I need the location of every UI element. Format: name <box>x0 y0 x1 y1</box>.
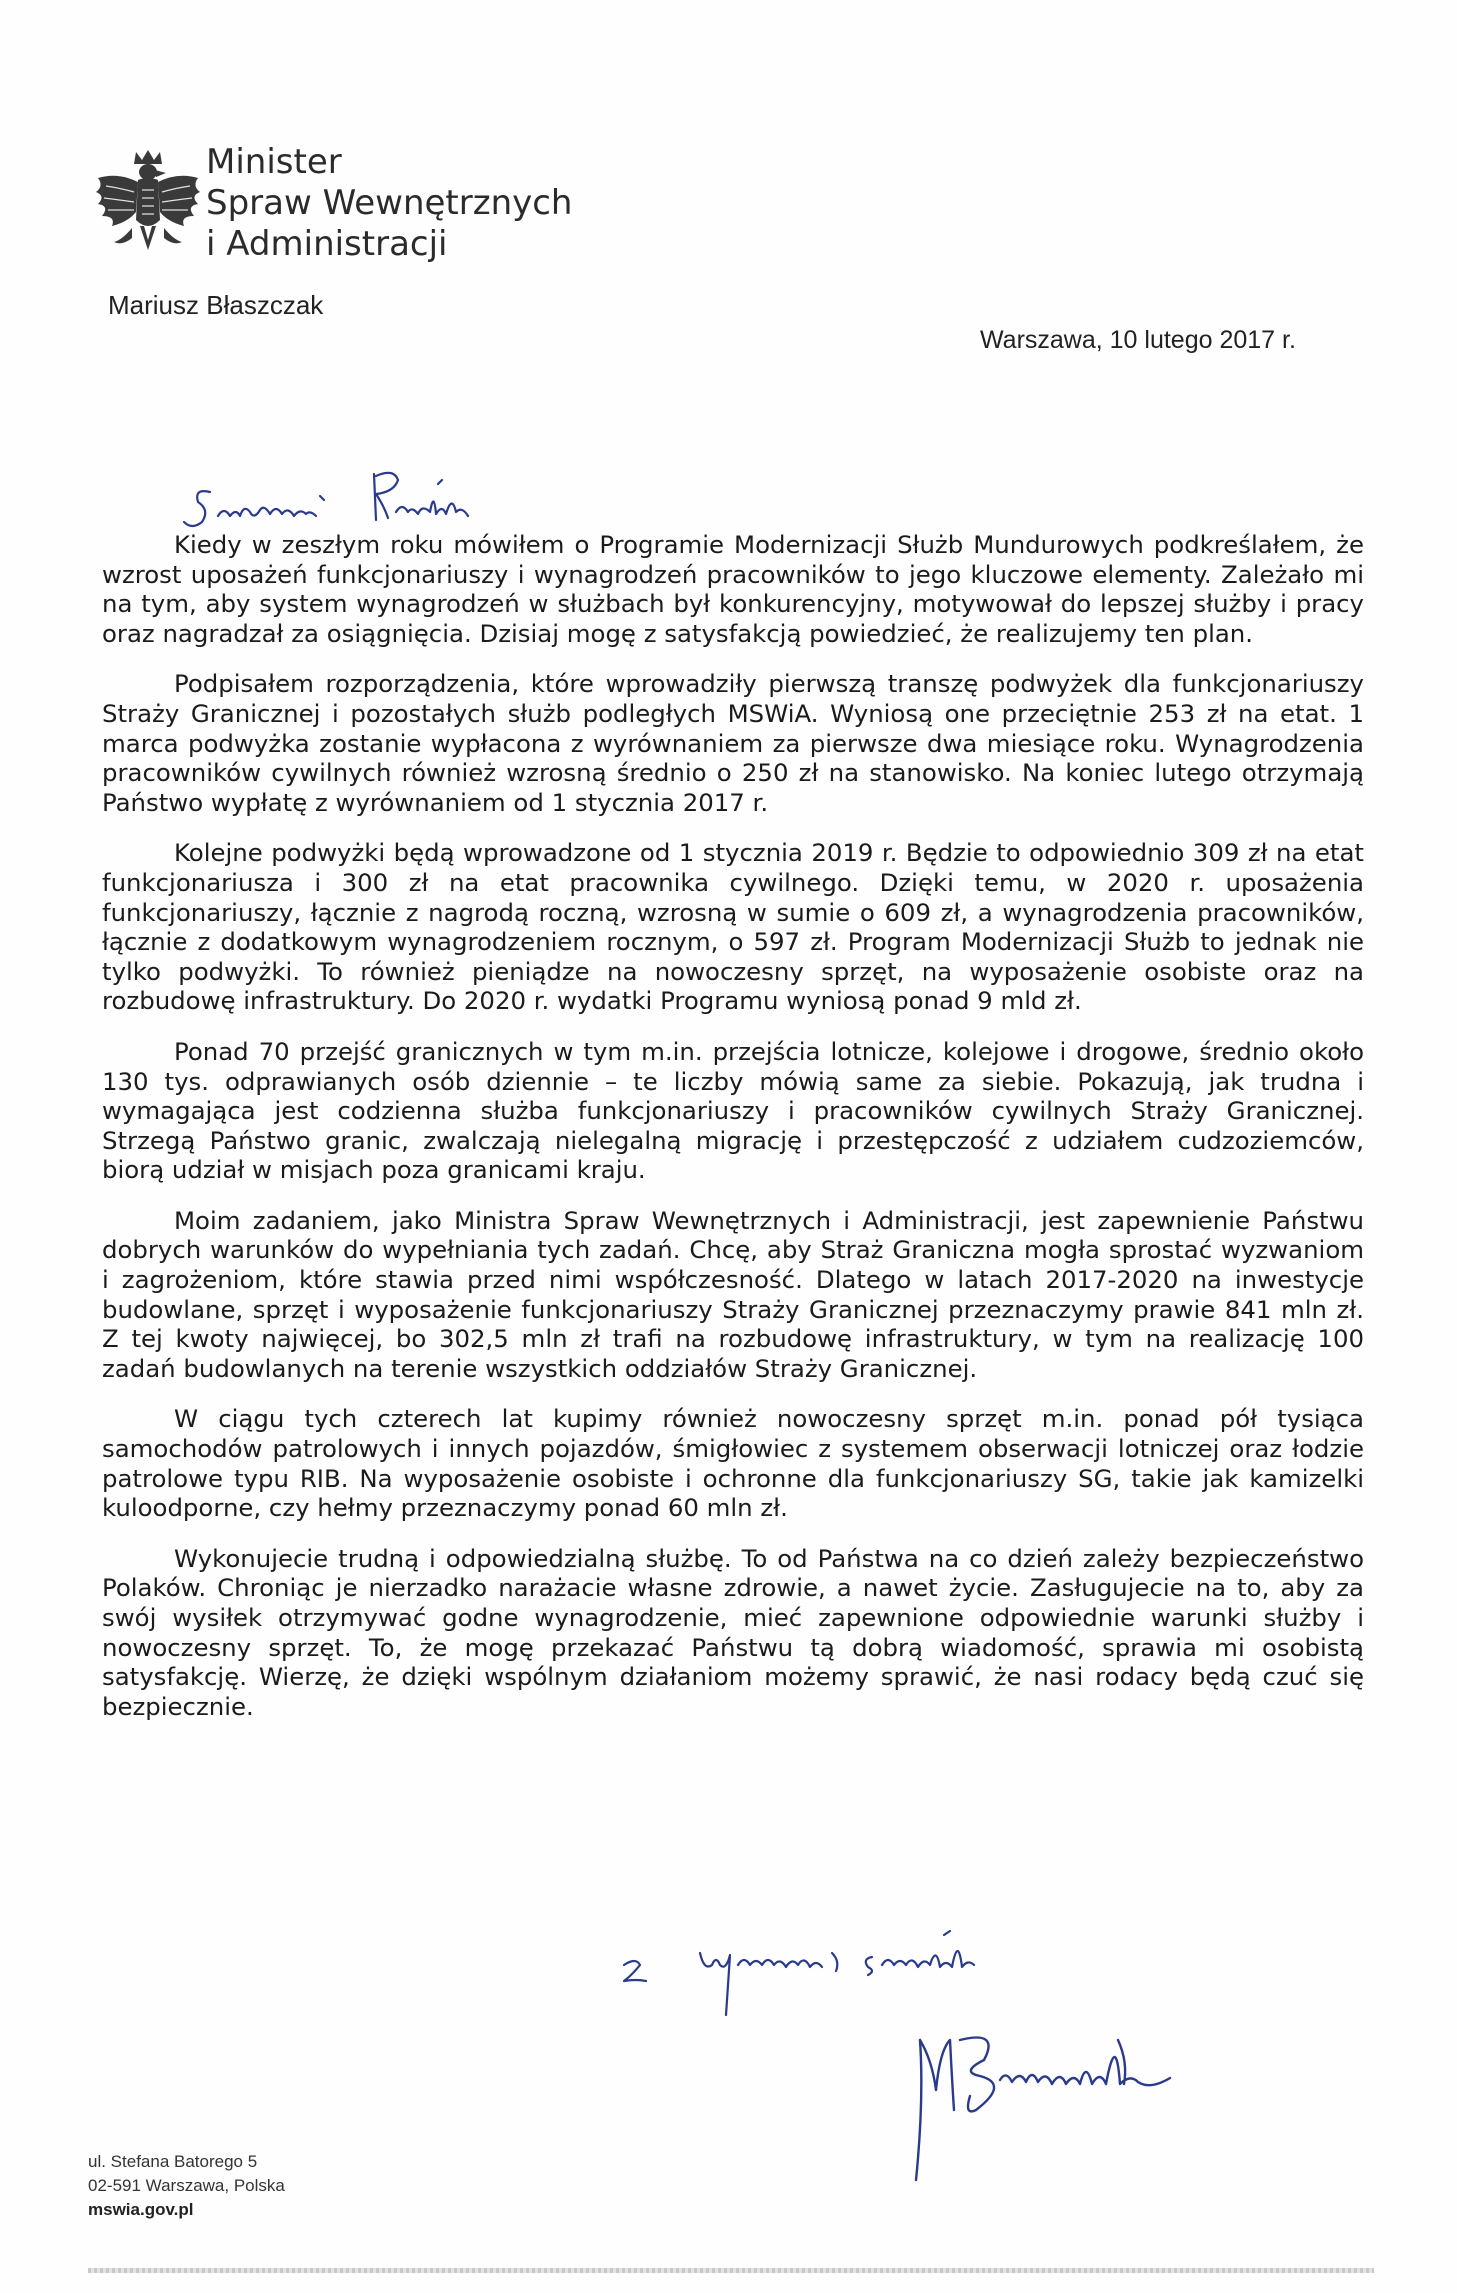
letter-date: Warszawa, 10 lutego 2017 r. <box>980 326 1296 354</box>
body-paragraph: Kiedy w zeszłym roku mówiłem o Programie Modernizacji Służb Mundurowych podkreślałem, że wzrost uposażeń funkcjonariuszy i wynagrodzeń pracowników to jego kluczowe elementy. Zależało mi na tym, aby system wynagrodzeń w służbach był konkurencyjny, motywował do lepszej służby i pracy oraz nagradzał za osiągnięcia. Dzisiaj mogę z satysfakcją powiedzieć, że realizujemy ten plan. <box>102 530 1364 648</box>
address-street: ul. Stefana Batorego 5 <box>88 2152 258 2171</box>
letter-body <box>102 530 1364 1742</box>
body-paragraph: Moim zadaniem, jako Ministra Spraw Wewnętrznych i Administracji, jest zapewnienie Państwu dobrych warunków do wypełniania tych zadań. Chcę, aby Straż Graniczna mogła sprostać wyzwaniom i zagrożeniom, które stawia przed nimi współczesność. Dlatego w latach 2017-2020 na inwestycje budowlane, sprzęt i wyposażenie funkcjonariuszy Straży Granicznej przeznaczymy prawie 841 mln zł. Z tej kwoty najwięcej, bo 302,5 mln zł trafi na rozbudowę infrastruktury, w tym na realizację 100 zadań budowlanych na terenie wszystkich oddziałów Straży Granicznej. <box>102 1205 1364 1383</box>
ministry-line: Spraw Wewnętrznych <box>206 183 573 223</box>
polish-eagle-emblem-icon <box>92 146 204 272</box>
ministry-title <box>206 142 572 265</box>
body-paragraph: Ponad 70 przejść granicznych w tym m.in. przejścia lotnicze, kolejowe i drogowe, średnio około 130 tys. odprawianych osób dziennie – te liczby mówią same za siebie. Pokazują, jak trudna i wymagająca jest codzienna służba funkcjonariuszy i pracowników cywilnych Straży Granicznej. Strzegą Państwo granic, zwalczają nielegalną migrację i przestępczość z udziałem cudzoziemców, biorą udział w misjach poza granicami kraju. <box>102 1036 1364 1185</box>
handwritten-salutation <box>180 450 600 540</box>
body-paragraph: Kolejne podwyżki będą wprowadzone od 1 stycznia 2019 r. Będzie to odpowiednio 309 zł na etat funkcjonariusza i 300 zł na etat pracownika cywilnego. Dzięki temu, w 2020 r. uposażenia funkcjonariuszy, łącznie z nagrodą roczną, wzrosną w sumie o 609 zł, a wynagrodzenia pracowników, łącznie z dodatkowym wynagrodzeniem rocznym, o 597 zł. Program Modernizacji Służb to jednak nie tylko podwyżki. To również pieniądze na nowoczesny sprzęt, na wyposażenie osobiste oraz na rozbudowę infrastruktury. Do 2020 r. wydatki Programu wyniosą ponad 9 mld zł. <box>102 838 1364 1016</box>
minister-name: Mariusz Błaszczak <box>108 290 324 320</box>
website-link[interactable]: mswia.gov.pl <box>88 2200 194 2219</box>
body-paragraph: W ciągu tych czterech lat kupimy również nowoczesny sprzęt m.in. ponad pół tysiąca samochodów patrolowych i innych pojazdów, śmigłowiec z systemem obserwacji lotniczej oraz łodzie patrolowe typu RIB. Na wyposażenie osobiste i ochronne dla funkcjonariuszy SG, takie jak kamizelki kuloodporne, czy hełmy przeznaczymy ponad 60 mln zł. <box>102 1404 1364 1523</box>
handwritten-signature <box>880 2000 1230 2200</box>
bottom-divider <box>88 2268 1374 2273</box>
footer-address <box>88 2150 285 2222</box>
ministry-line: i Administracji <box>206 224 448 264</box>
body-paragraph: Wykonujecie trudną i odpowiedzialną służbę. To od Państwa na co dzień zależy bezpieczeństwo Polaków. Chroniąc je nierzadko narażacie własne zdrowie, a nawet życie. Zasługujecie na to, aby za swój wysiłek otrzymywać godne wynagrodzenie, mieć zapewnione odpowiednie warunki służby i nowoczesny sprzęt. To, że mogę przekazać Państwu tą dobrą wiadomość, sprawia mi osobistą satysfakcję. Wierzę, że dzięki wspólnym działaniom możemy sprawić, że nasi rodacy będą czuć się bezpiecznie. <box>102 1543 1364 1721</box>
ministry-line: Minister <box>206 142 342 182</box>
body-paragraph: Podpisałem rozporządzenia, które wprowadziły pierwszą transzę podwyżek dla funkcjonariuszy Straży Granicznej i pozostałych służb podległych MSWiA. Wyniosą one przeciętnie 253 zł na etat. 1 marca podwyżka zostanie wypłacona z wyrównaniem za pierwsze dwa miesiące roku. Wynagrodzenia pracowników cywilnych również wzrosną średnio o 250 zł na stanowisko. Na koniec lutego otrzymają Państwo wypłatę z wyrównaniem od 1 stycznia 2017 r. <box>102 669 1364 817</box>
address-city: 02-591 Warszawa, Polska <box>88 2176 285 2195</box>
